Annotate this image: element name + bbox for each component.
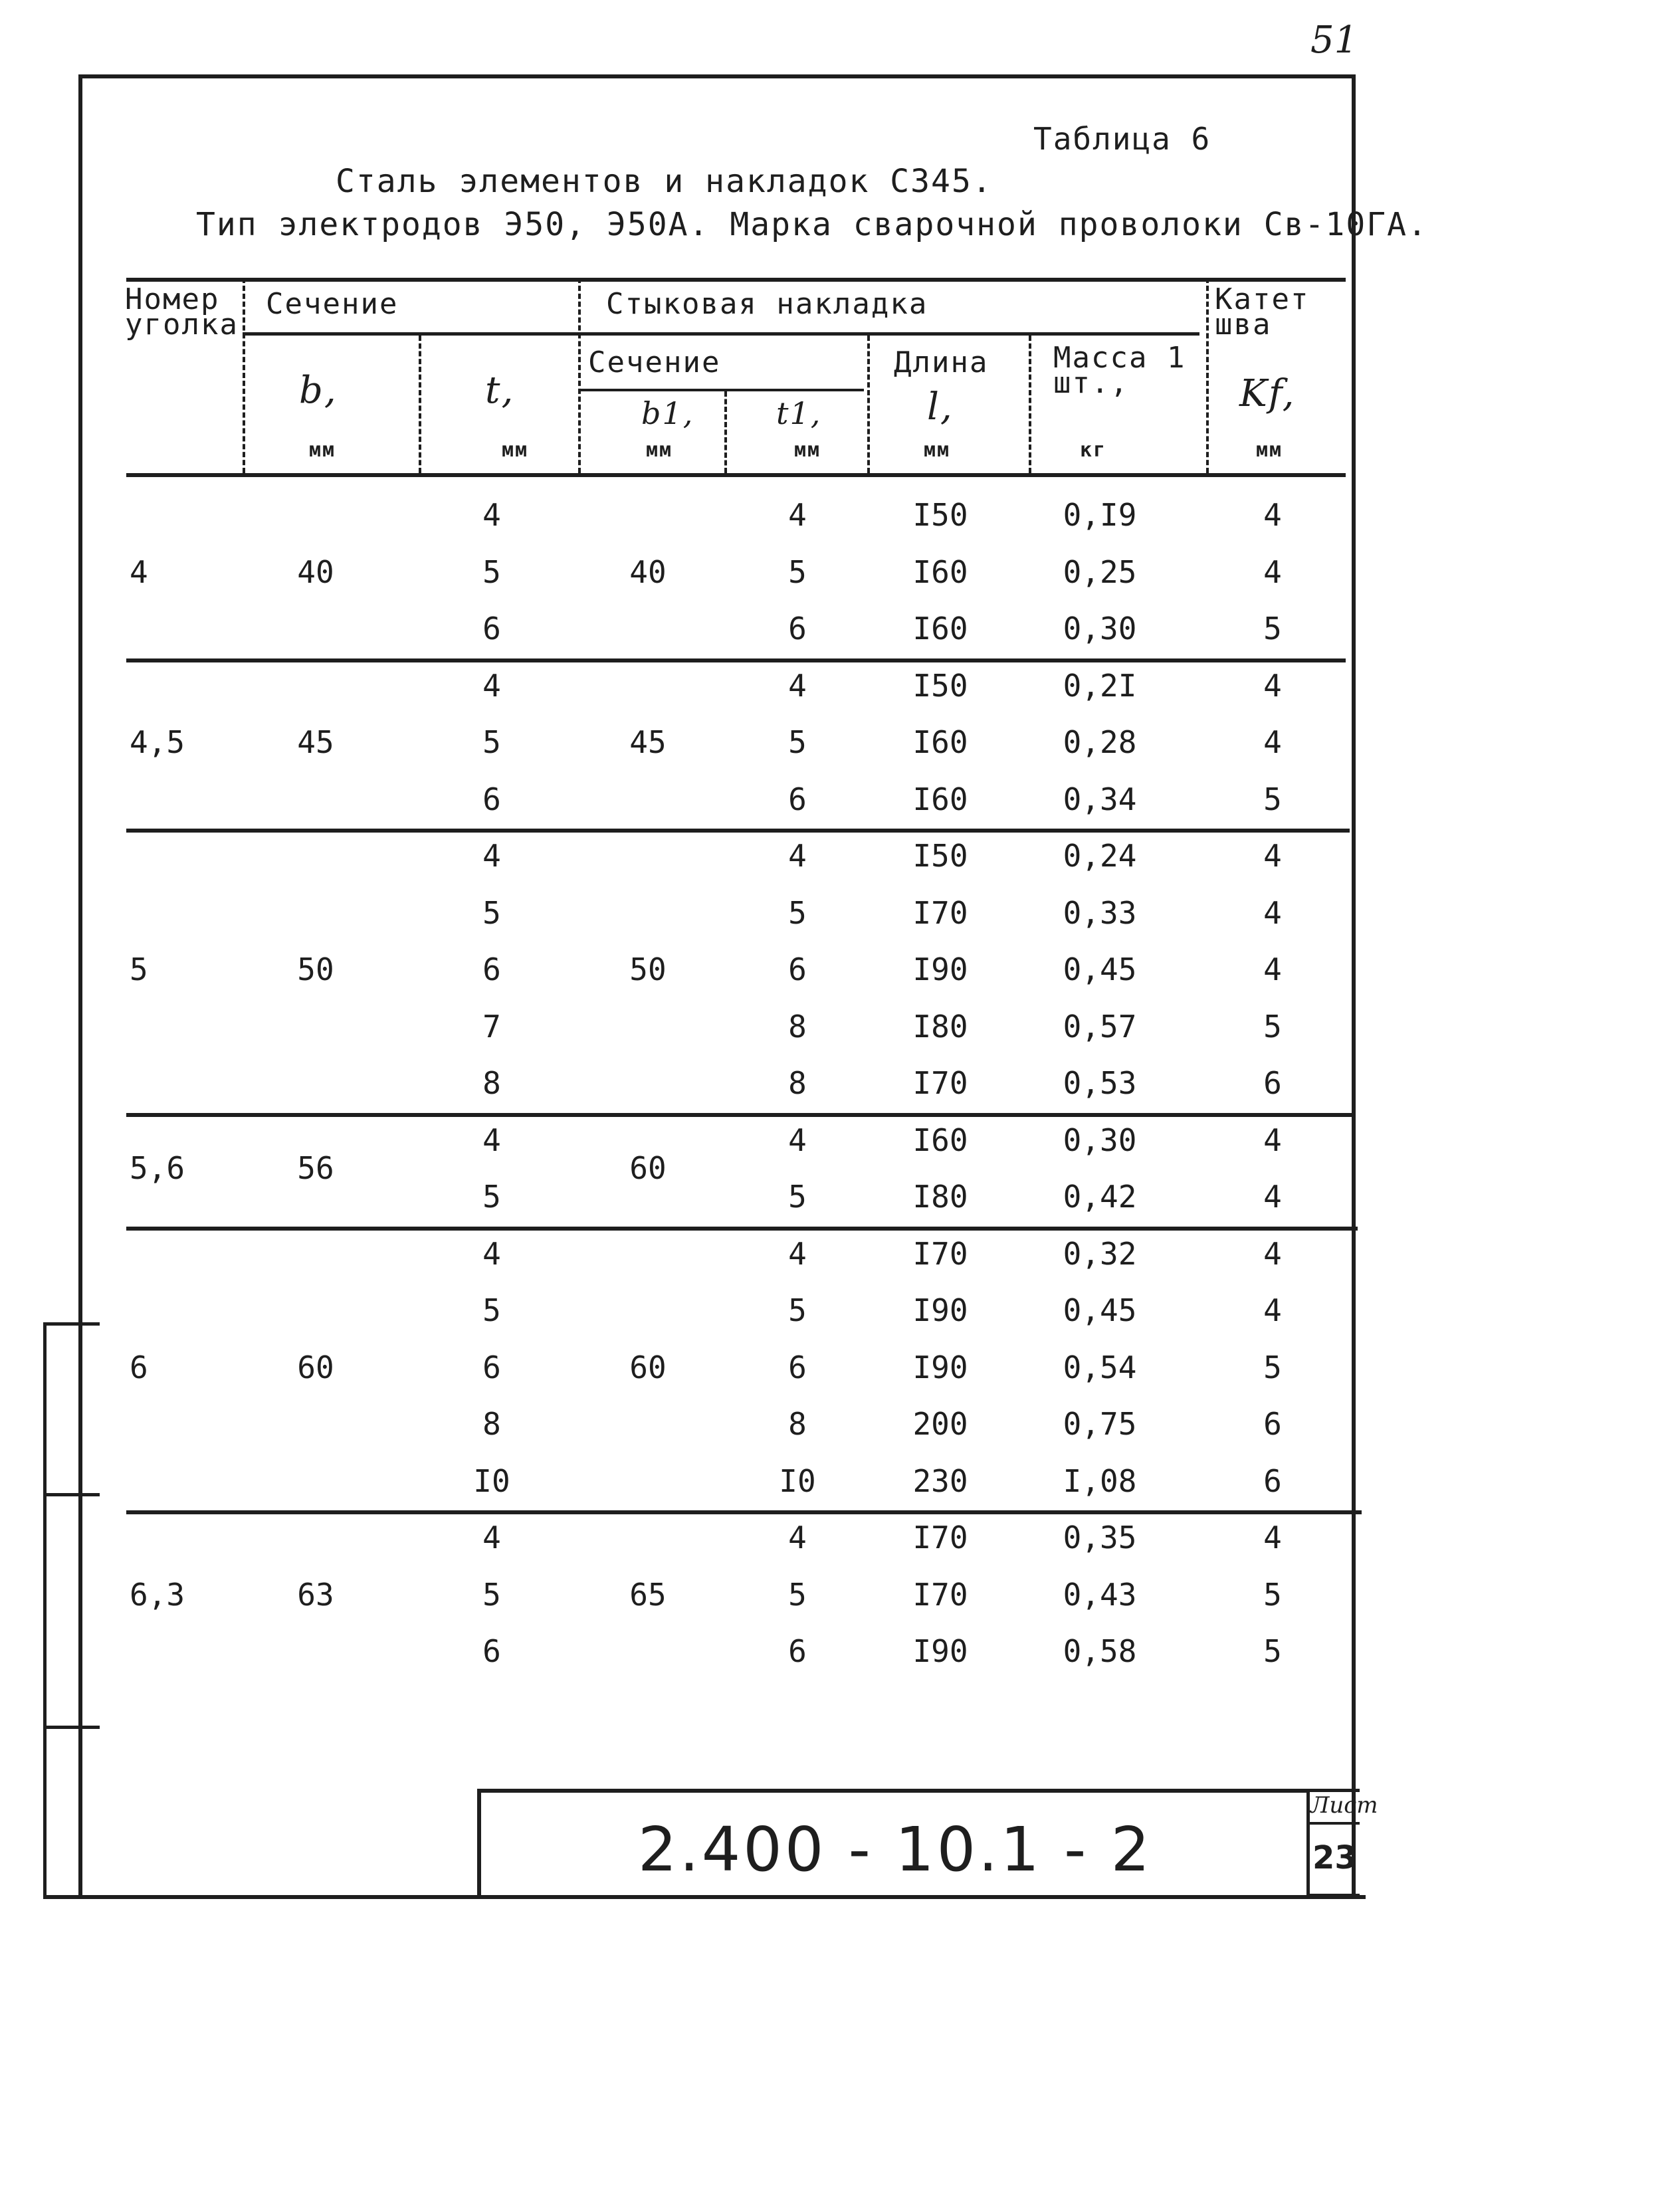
group-separator <box>126 829 1350 833</box>
plate-mass-cell: 0,30 <box>1063 1122 1137 1158</box>
angle-number-cell: 6,3 <box>130 1576 185 1613</box>
plate-length-cell: I60 <box>912 724 968 760</box>
weld-leg-cell: 4 <box>1263 952 1282 987</box>
section-t-cell: 5 <box>482 724 501 760</box>
plate-mass-cell: 0,I9 <box>1063 497 1137 533</box>
header-bottom-rule <box>126 473 1346 477</box>
plate-mass-cell: 0,42 <box>1063 1179 1137 1215</box>
section-t-cell: I0 <box>473 1462 510 1499</box>
plate-t1-cell: 6 <box>788 1633 807 1669</box>
header-symbol-t: t, <box>485 369 515 412</box>
plate-b1-cell: 60 <box>629 1150 667 1187</box>
plate-length-cell: I80 <box>912 1179 968 1215</box>
plate-mass-cell: 0,58 <box>1063 1633 1137 1669</box>
header-divider <box>724 391 727 473</box>
header-divider <box>243 278 245 473</box>
plate-t1-cell: 4 <box>788 497 807 533</box>
plate-t1-cell: 4 <box>788 1235 807 1272</box>
unit-t1: мм <box>794 439 821 462</box>
unit-mass: кг <box>1080 439 1107 462</box>
table-label: Таблица 6 <box>1033 121 1211 157</box>
header-length: Длина <box>894 346 989 379</box>
plate-length-cell: I90 <box>912 1633 968 1669</box>
unit-b: мм <box>309 439 336 462</box>
section-t-cell: 8 <box>482 1406 501 1442</box>
header-angle-no: Номер уголка <box>125 282 239 342</box>
weld-leg-cell: 4 <box>1263 1122 1282 1158</box>
plate-length-cell: I60 <box>912 611 968 647</box>
plate-mass-cell: 0,57 <box>1063 1008 1137 1045</box>
section-t-cell: 6 <box>482 952 501 987</box>
section-t-cell: 8 <box>482 1065 501 1101</box>
plate-mass-cell: 0,24 <box>1063 838 1137 874</box>
plate-mass-cell: 0,28 <box>1063 724 1137 760</box>
plate-t1-cell: 8 <box>788 1406 807 1442</box>
weld-leg-cell: 5 <box>1263 1008 1282 1045</box>
section-t-cell: 6 <box>482 781 501 817</box>
plate-mass-cell: 0,53 <box>1063 1065 1137 1101</box>
group-separator <box>126 1510 1362 1514</box>
section-t-cell: 6 <box>482 1633 501 1669</box>
header-butt-plate: Стыковая накладка <box>606 287 928 321</box>
sheet-label: Лист <box>1310 1792 1378 1819</box>
plate-length-cell: I60 <box>912 1122 968 1158</box>
plate-b1-cell: 45 <box>629 724 667 760</box>
header-divider <box>1029 336 1031 473</box>
plate-length-cell: I80 <box>912 1008 968 1045</box>
plate-t1-cell: 8 <box>788 1065 807 1101</box>
plate-mass-cell: 0,34 <box>1063 781 1137 817</box>
section-b-cell: 60 <box>297 1349 334 1385</box>
margin-strip-line <box>43 1493 100 1496</box>
section-t-cell: 5 <box>482 553 501 590</box>
section-t-cell: 6 <box>482 1349 501 1385</box>
weld-leg-cell: 5 <box>1263 611 1282 647</box>
angle-number-cell: 4,5 <box>130 724 185 760</box>
section-t-cell: 4 <box>482 497 501 533</box>
header-symbol-t1: t1, <box>776 395 822 431</box>
plate-mass-cell: 0,75 <box>1063 1406 1137 1442</box>
section-t-cell: 5 <box>482 894 501 931</box>
plate-length-cell: I70 <box>912 1520 968 1556</box>
unit-kf: мм <box>1256 439 1283 462</box>
plate-mass-cell: I,08 <box>1063 1462 1137 1499</box>
margin-strip-line <box>43 1726 100 1729</box>
document-number: 2.400 - 10.1 - 2 <box>638 1814 1153 1885</box>
plate-b1-cell: 40 <box>629 553 667 590</box>
weld-leg-cell: 4 <box>1263 553 1282 590</box>
plate-length-cell: I70 <box>912 1065 968 1101</box>
plate-t1-cell: 4 <box>788 667 807 704</box>
weld-leg-cell: 5 <box>1263 1576 1282 1613</box>
plate-t1-cell: 4 <box>788 1122 807 1158</box>
page-number: 51 <box>1310 19 1358 62</box>
section-t-cell: 5 <box>482 1292 501 1328</box>
plate-t1-cell: I0 <box>779 1462 816 1499</box>
weld-leg-cell: 4 <box>1263 667 1282 704</box>
weld-leg-cell: 4 <box>1263 497 1282 533</box>
group-separator <box>126 1113 1354 1117</box>
plate-mass-cell: 0,45 <box>1063 1292 1137 1328</box>
weld-leg-cell: 6 <box>1263 1065 1282 1101</box>
margin-strip-line <box>43 1322 100 1326</box>
section-t-cell: 5 <box>482 1576 501 1613</box>
plate-length-cell: I60 <box>912 553 968 590</box>
plate-length-cell: 230 <box>912 1462 968 1499</box>
section-t-cell: 4 <box>482 1520 501 1556</box>
weld-leg-cell: 6 <box>1263 1462 1282 1499</box>
plate-length-cell: 200 <box>912 1406 968 1442</box>
plate-mass-cell: 0,45 <box>1063 952 1137 987</box>
weld-leg-cell: 4 <box>1263 894 1282 931</box>
plate-length-cell: I60 <box>912 781 968 817</box>
header-symbol-b1: b1, <box>641 395 694 431</box>
angle-number-cell: 5,6 <box>130 1150 185 1187</box>
section-b-cell: 40 <box>297 553 334 590</box>
header-plate-section: Сечение <box>588 346 721 379</box>
plate-length-cell: I70 <box>912 1576 968 1613</box>
plate-length-cell: I50 <box>912 838 968 874</box>
weld-leg-cell: 4 <box>1263 724 1282 760</box>
plate-t1-cell: 8 <box>788 1008 807 1045</box>
header-divider <box>1206 278 1209 473</box>
weld-leg-cell: 4 <box>1263 1292 1282 1328</box>
header-mass: Масса 1 шт., <box>1053 341 1186 400</box>
section-b-cell: 63 <box>297 1576 334 1613</box>
plate-mass-cell: 0,54 <box>1063 1349 1137 1385</box>
plate-length-cell: I70 <box>912 1235 968 1272</box>
header-sub-rule <box>578 389 864 391</box>
section-t-cell: 5 <box>482 1179 501 1215</box>
section-t-cell: 4 <box>482 838 501 874</box>
header-divider <box>578 278 581 473</box>
plate-mass-cell: 0,30 <box>1063 611 1137 647</box>
plate-t1-cell: 6 <box>788 1349 807 1385</box>
header-symbol-kf: Kf, <box>1239 372 1296 415</box>
section-b-cell: 56 <box>297 1150 334 1187</box>
header-top-rule <box>126 278 1346 282</box>
title-line-2: Тип электродов Э50, Э50А. Марка сварочной проволоки Св-10ГА. <box>196 206 1428 243</box>
weld-leg-cell: 5 <box>1263 1633 1282 1669</box>
plate-mass-cell: 0,2I <box>1063 667 1137 704</box>
margin-strip-edge <box>43 1322 47 1898</box>
section-t-cell: 6 <box>482 611 501 647</box>
plate-mass-cell: 0,43 <box>1063 1576 1137 1613</box>
plate-t1-cell: 5 <box>788 553 807 590</box>
plate-t1-cell: 6 <box>788 611 807 647</box>
weld-leg-cell: 5 <box>1263 781 1282 817</box>
plate-length-cell: I50 <box>912 667 968 704</box>
header-weld-leg: Катет шва <box>1215 282 1310 342</box>
plate-mass-cell: 0,33 <box>1063 894 1137 931</box>
plate-b1-cell: 50 <box>629 952 667 987</box>
angle-number-cell: 4 <box>130 553 148 590</box>
plate-length-cell: I90 <box>912 1349 968 1385</box>
section-t-cell: 4 <box>482 667 501 704</box>
sheet-box-divider <box>1306 1822 1360 1825</box>
section-t-cell: 4 <box>482 1235 501 1272</box>
header-section: Сечение <box>266 287 399 321</box>
unit-t: мм <box>502 439 529 462</box>
section-b-cell: 50 <box>297 952 334 987</box>
section-t-cell: 4 <box>482 1122 501 1158</box>
angle-number-cell: 6 <box>130 1349 148 1385</box>
plate-mass-cell: 0,32 <box>1063 1235 1137 1272</box>
sheet-number: 23 <box>1312 1839 1357 1876</box>
plate-mass-cell: 0,25 <box>1063 553 1137 590</box>
plate-length-cell: I50 <box>912 497 968 533</box>
weld-leg-cell: 4 <box>1263 838 1282 874</box>
weld-leg-cell: 4 <box>1263 1179 1282 1215</box>
plate-t1-cell: 5 <box>788 724 807 760</box>
header-mid-rule <box>243 332 1199 336</box>
plate-t1-cell: 4 <box>788 1520 807 1556</box>
section-b-cell: 45 <box>297 724 334 760</box>
plate-length-cell: I70 <box>912 894 968 931</box>
plate-t1-cell: 4 <box>788 838 807 874</box>
plate-mass-cell: 0,35 <box>1063 1520 1137 1556</box>
weld-leg-cell: 5 <box>1263 1349 1282 1385</box>
weld-leg-cell: 4 <box>1263 1520 1282 1556</box>
header-divider <box>419 336 421 473</box>
title-line-1: Сталь элементов и накладок С345. <box>336 163 993 200</box>
angle-number-cell: 5 <box>130 952 148 987</box>
plate-t1-cell: 6 <box>788 952 807 987</box>
weld-leg-cell: 6 <box>1263 1406 1282 1442</box>
group-separator <box>126 658 1346 662</box>
plate-t1-cell: 6 <box>788 781 807 817</box>
header-divider <box>867 336 870 473</box>
unit-l: мм <box>924 439 951 462</box>
section-t-cell: 7 <box>482 1008 501 1045</box>
plate-b1-cell: 60 <box>629 1349 667 1385</box>
header-symbol-l: l, <box>927 385 954 429</box>
plate-t1-cell: 5 <box>788 1576 807 1613</box>
header-symbol-b: b, <box>299 369 338 412</box>
plate-t1-cell: 5 <box>788 894 807 931</box>
weld-leg-cell: 4 <box>1263 1235 1282 1272</box>
plate-t1-cell: 5 <box>788 1292 807 1328</box>
plate-t1-cell: 5 <box>788 1179 807 1215</box>
group-separator <box>126 1227 1358 1231</box>
plate-length-cell: I90 <box>912 1292 968 1328</box>
plate-b1-cell: 65 <box>629 1576 667 1613</box>
plate-length-cell: I90 <box>912 952 968 987</box>
unit-b1: мм <box>646 439 673 462</box>
